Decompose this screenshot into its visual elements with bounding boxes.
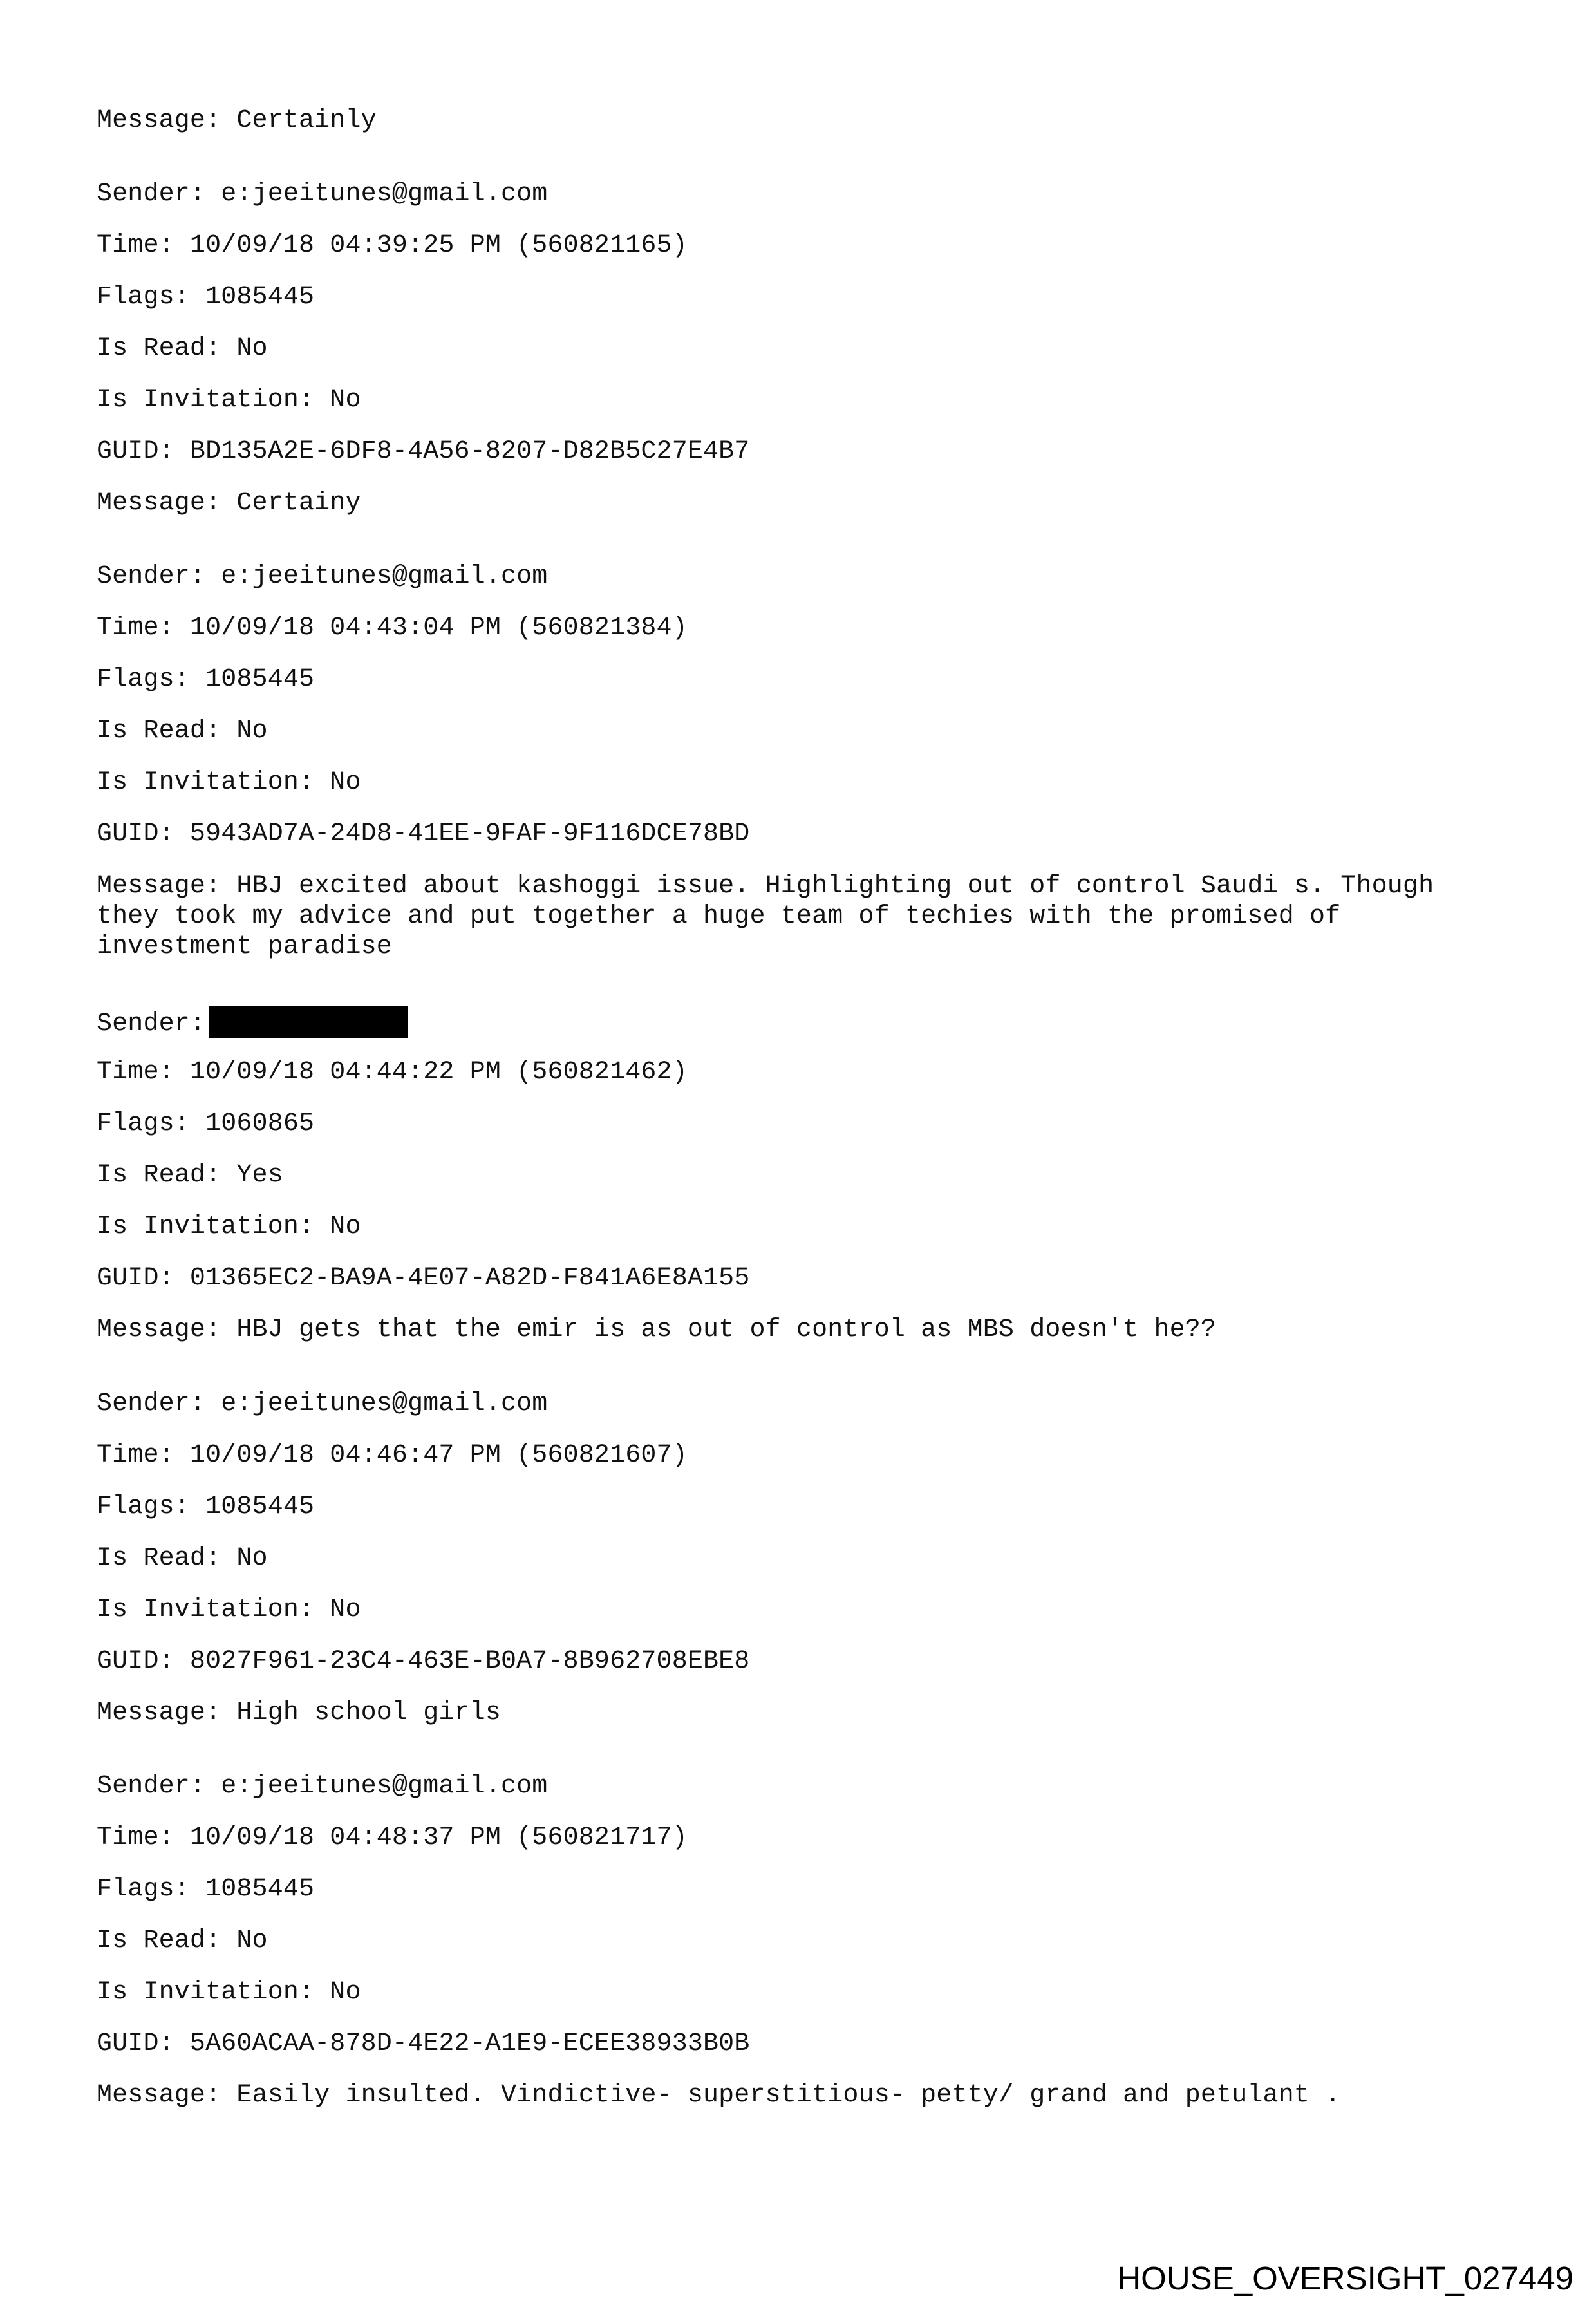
flags-line: Flags: 1060865 — [97, 1109, 315, 1138]
sender-line: Sender: e:jeeitunes@gmail.com — [97, 1389, 548, 1418]
sender-line: Sender: e:jeeitunes@gmail.com — [97, 562, 548, 591]
is-invitation-line: Is Invitation: No — [97, 1595, 361, 1624]
guid-line: GUID: 5943AD7A-24D8-41EE-9FAF-9F116DCE78BD — [97, 820, 750, 849]
time-line: Time: 10/09/18 04:39:25 PM (560821165) — [97, 231, 688, 260]
is-invitation-line: Is Invitation: No — [97, 1212, 361, 1241]
is-read-line: Is Read: No — [97, 1926, 268, 1955]
guid-line: GUID: 01365EC2-BA9A-4E07-A82D-F841A6E8A155 — [97, 1264, 750, 1293]
message-line: Message: HBJ excited about kashoggi issue. Highlighting out of control Saudi s. Though they took my advice and put together a huge team of techies with the promised of investment paradise — [97, 872, 1434, 961]
redaction-block — [209, 1006, 408, 1038]
flags-line: Flags: 1085445 — [97, 1875, 315, 1904]
sender-line: Sender: e:jeeitunes@gmail.com — [97, 180, 548, 209]
message-line: Message: High school girls — [97, 1698, 502, 1727]
is-read-line: Is Read: No — [97, 1544, 268, 1573]
sender-line — [97, 1006, 408, 1039]
time-line: Time: 10/09/18 04:46:47 PM (560821607) — [97, 1441, 688, 1470]
is-read-line: Is Read: No — [97, 717, 268, 746]
flags-line: Flags: 1085445 — [97, 1492, 315, 1521]
flags-line: Flags: 1085445 — [97, 665, 315, 694]
is-invitation-line: Is Invitation: No — [97, 386, 361, 415]
sender-line: Sender: e:jeeitunes@gmail.com — [97, 1772, 548, 1801]
sender-label: Sender: — [97, 1010, 206, 1039]
is-read-line: Is Read: No — [97, 334, 268, 363]
is-read-line: Is Read: Yes — [97, 1161, 283, 1190]
time-line: Time: 10/09/18 04:44:22 PM (560821462) — [97, 1058, 688, 1087]
guid-line: GUID: 8027F961-23C4-463E-B0A7-8B962708EBE8 — [97, 1647, 750, 1676]
message-line: Message: Easily insulted. Vindictive- superstitious- petty/ grand and petulant . — [97, 2081, 1341, 2110]
bates-number: HOUSE_OVERSIGHT_027449 — [1117, 2260, 1573, 2297]
is-invitation-line: Is Invitation: No — [97, 768, 361, 797]
time-line: Time: 10/09/18 04:43:04 PM (560821384) — [97, 614, 688, 643]
time-line: Time: 10/09/18 04:48:37 PM (560821717) — [97, 1823, 688, 1852]
guid-line: GUID: BD135A2E-6DF8-4A56-8207-D82B5C27E4B7 — [97, 437, 750, 466]
message-line: Message: HBJ gets that the emir is as out of control as MBS doesn't he?? — [97, 1315, 1217, 1344]
guid-line: GUID: 5A60ACAA-878D-4E22-A1E9-ECEE38933B0B — [97, 2029, 750, 2058]
is-invitation-line: Is Invitation: No — [97, 1978, 361, 2007]
message-line: Message: Certainly — [97, 106, 377, 135]
flags-line: Flags: 1085445 — [97, 283, 315, 312]
message-line: Message: Certainy — [97, 489, 361, 518]
